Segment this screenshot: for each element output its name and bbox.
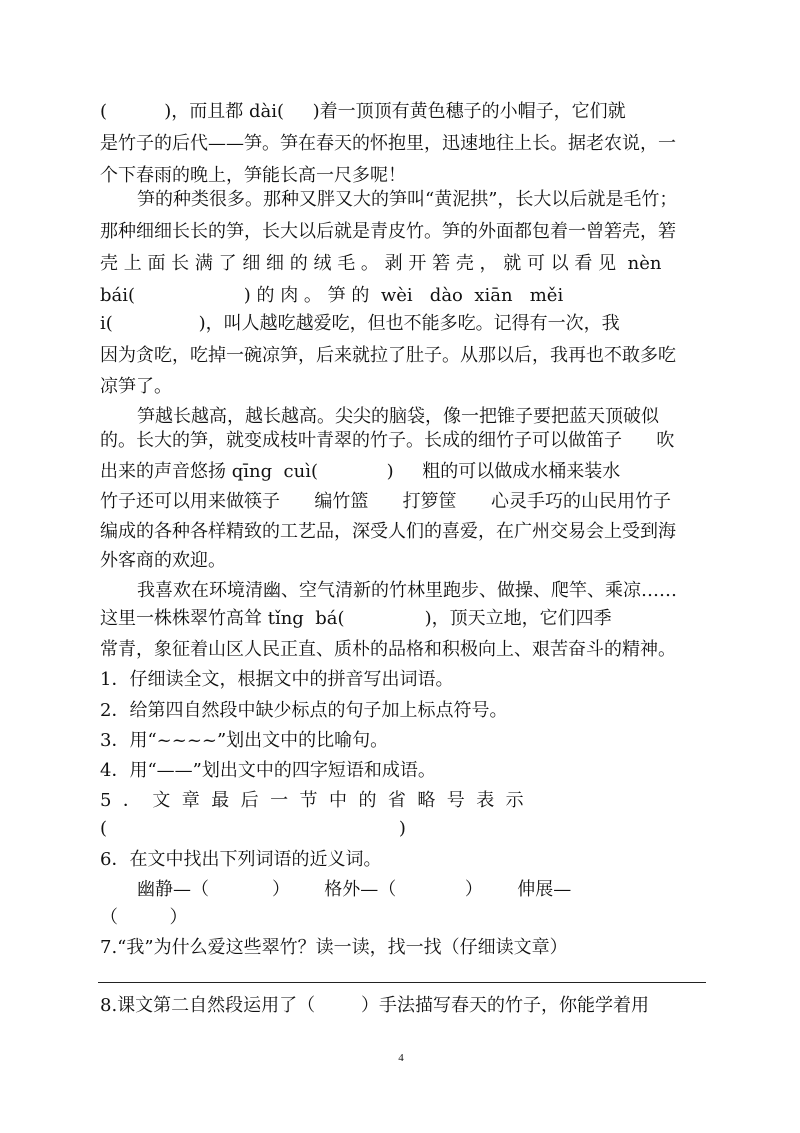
text-line: 这里一株株翠竹高耸 tǐng bá( )，顶天立地，它们四季 — [100, 608, 612, 629]
page-number: 4 — [398, 1052, 404, 1064]
text-line: i( )，叫人越吃越爱吃，但也不能多吃。记得有一次，我 — [100, 313, 620, 334]
question-7: 7.“我”为什么爱这些翠竹？读一读，找一找（仔细读文章） — [100, 937, 568, 958]
text-line: 是竹子的后代——笋。笋在春天的怀抱里，迅速地往上长。据老农说，一 — [100, 133, 676, 154]
text-line: 常青，象征着山区人民正直、质朴的品格和积极向上、艰苦奋斗的精神。 — [100, 639, 676, 660]
paragraph-start-line: 我喜欢在环境清幽、空气清新的竹林里跑步、做操、爬竿、乘凉…… — [137, 580, 677, 601]
paragraph-start-line: 笋越长越高，越长越高。尖尖的脑袋，像一把锥子要把蓝天顶破似 — [137, 406, 659, 427]
answer-rule-line — [98, 982, 706, 983]
text-line: 壳 上 面 长 满 了 细 细 的 绒 毛 。 剥 开 箬 壳 ， 就 可 以 看 见 nèn — [100, 253, 662, 274]
paragraph-start-line: 笋的种类很多。那种又胖又大的笋叫“黄泥拱”，长大以后就是毛竹； — [137, 189, 678, 210]
text-line: 那种细细长长的笋，长大以后就是青皮竹。笋的外面都包着一曾箬壳，箬 — [100, 221, 676, 242]
question-4: 4．用“——”划出文中的四字短语和成语。 — [100, 760, 436, 781]
question-8: 8.课文第二自然段运用了（ ）手法描写春天的竹子，你能学着用 — [100, 995, 649, 1016]
text-line: 竹子还可以用来做筷子 编竹篮 打箩筐 心灵手巧的山民用竹子 — [100, 491, 671, 512]
question-3: 3．用“~~~~”划出文中的比喻句。 — [100, 730, 389, 751]
text-line: 外客商的欢迎。 — [100, 550, 226, 571]
text-line: 的。长大的笋，就变成枝叶青翠的竹子。长成的细竹子可以做笛子 吹 — [100, 430, 675, 451]
text-line: 个下春雨的晚上，笋能长高一尺多呢！ — [100, 165, 406, 186]
question-6: 6．在文中找出下列词语的近义词。 — [100, 849, 382, 870]
answer-blank: （ ） — [100, 907, 188, 928]
synonym-items: 幽静—（ ） 格外—（ ） 伸展— — [137, 879, 572, 900]
text-line: 编成的各种各样精致的工艺品，深受人们的喜爱，在广州交易会上受到海 — [100, 521, 676, 542]
question-2: 2．给第四自然段中缺少标点的句子加上标点符号。 — [100, 700, 508, 721]
question-1: 1．仔细读全文，根据文中的拼音写出词语。 — [100, 669, 454, 690]
question-5: 5 ． 文 章 最 后 一 节 中 的 省 略 号 表 示 — [100, 790, 524, 811]
text-line: 出来的声音悠扬 qīng cuì( ) 粗的可以做成水桶来装水 — [100, 461, 621, 482]
text-line: 因为贪吃，吃掉一碗凉笋，后来就拉了肚子。从那以后，我再也不敢多吃 — [100, 345, 676, 366]
text-line: bái( ) 的 肉 。 笋 的 wèi dào xiān měi — [100, 285, 564, 306]
text-line: ( )，而且都 dài( )着一顶顶有黄色穗子的小帽子，它们就 — [100, 101, 626, 122]
text-line: 凉笋了。 — [100, 376, 172, 397]
answer-blank: ( ) — [100, 818, 406, 839]
